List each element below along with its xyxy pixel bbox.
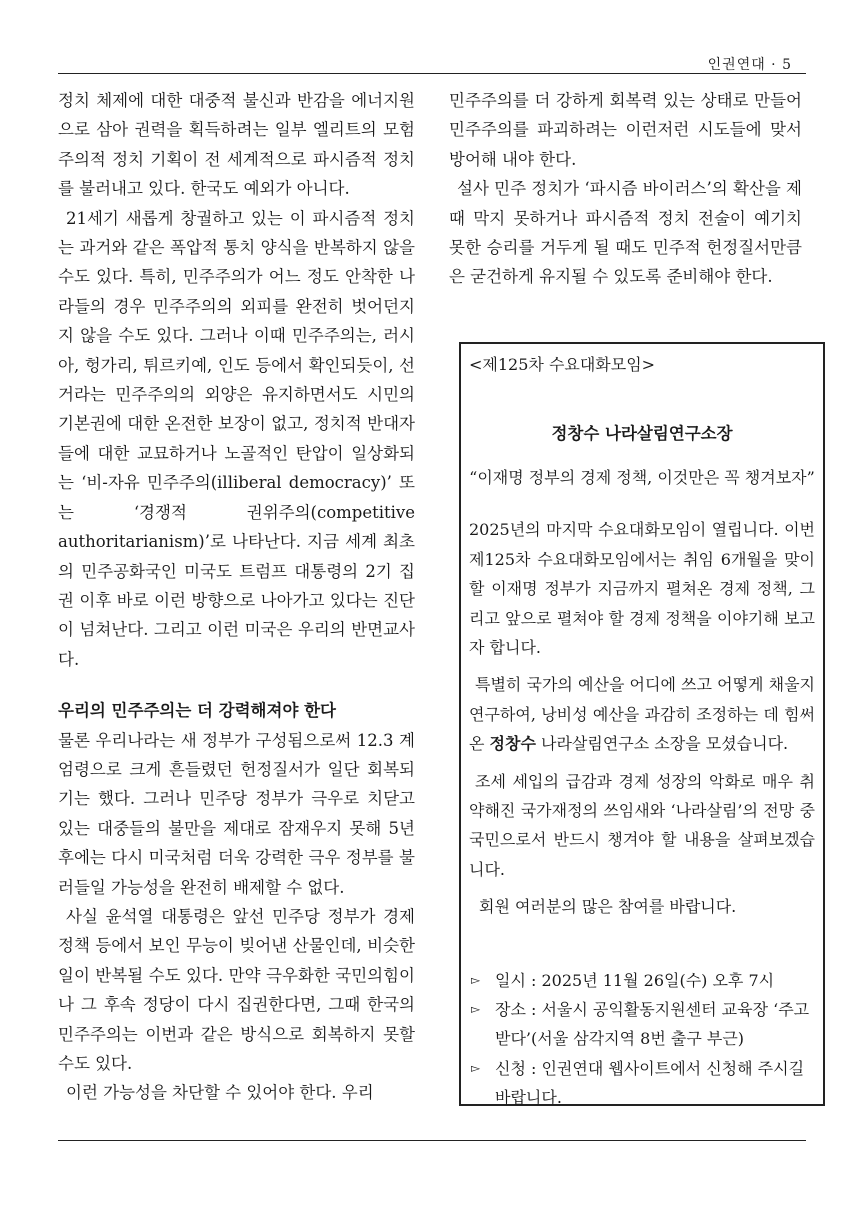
- speaker-highlight: 정창수: [489, 734, 536, 754]
- event-tag: <제125차 수요대화모임>: [469, 355, 656, 374]
- left-paragraph-2: 21세기 새롭게 창궐하고 있는 이 파시즘적 정치는 과거와 같은 폭압적 통치 양식을 반복하지 않을 수도 있다. 특히, 민주주의가 어느 정도 안착한 나라들의 경우 민주주의의 외피를 완전히 벗어던지지 않을 수도 있다. 그러나 이때 민주주의는, 러시아, 헝가리, 튀르키예, 인도 등에서 확인되듯이, 선거라는 민주주의의 외양은 유지하면서도 시민의 기본권에 대한 온전한 보장이 없고, 정치적 반대자들에 대한 교묘하거나 노골적인 탄압이 일상화되는 ‘비-자유 민주주의(illiberal democracy)’ 또는 ‘경쟁적 권위주의(competitive authoritarianism)’로 나타난다. 지금 세계 최초의 민주공화국인 미국도 트럼프 대통령의 2기 집권 이후 바로 이런 방향으로 나아가고 있다는 진단이 넘쳐난다. 그리고 이런 미국은 우리의 반면교사다.: [58, 208, 415, 669]
- bullet-arrow-icon: ▻: [471, 972, 481, 987]
- section-title: 우리의 민주주의는 더 강력해져야 한다: [58, 701, 337, 721]
- right-paragraph-1: 민주주의를 더 강하게 회복력 있는 상태로 만들어 민주주의를 파괴하려는 이런저런 시도들에 맞서 방어해 내야 한다.: [449, 91, 802, 169]
- bottom-rule: [58, 1140, 806, 1141]
- right-column: [449, 86, 802, 292]
- speaker-name: 정창수 나라살림연구소장: [551, 424, 733, 444]
- notice-paragraph-4: 회원 여러분의 많은 참여를 바랍니다.: [479, 897, 737, 917]
- left-paragraph-3: 물론 우리나라는 새 정부가 구성됨으로써 12.3 계엄령으로 크게 흔들렸던 헌정질서가 일단 회복되기는 했다. 그러나 민주당 정부가 극우로 치닫고 있는 대중들의 불만을 제대로 잠재우지 못해 5년 후에는 다시 미국처럼 더욱 강력한 극우 정부를 불러들일 가능성을 완전히 배제할 수 없다.: [58, 730, 415, 897]
- event-date-text: 일시 : 2025년 11월 26일(수) 오후 7시: [495, 970, 775, 990]
- left-paragraph-5: 이런 가능성을 차단할 수 있어야 한다. 우리: [66, 1083, 374, 1103]
- top-rule: [58, 73, 806, 74]
- notice-paragraph-1: 2025년의 마지막 수요대화모임이 열립니다. 이번 제125차 수요대화모임에서는 취임 6개월을 맞이할 이재명 정부가 지금까지 펼쳐온 경제 정책, 그리고 앞으로 펼쳐야 할 경제 정책을 이야기해 보고자 합니다.: [469, 520, 815, 657]
- right-paragraph-2: 설사 민주 정치가 ‘파시즘 바이러스’의 확산을 제때 막지 못하거나 파시즘적 정치 전술이 예기치 못한 승리를 거두게 될 때도 민주적 헌정질서만큼은 굳건하게 유지될 수 있도록 준비해야 한다.: [449, 179, 802, 287]
- notice-paragraph-3: 조세 세입의 급감과 경제 성장의 악화로 매우 취약해진 국가재정의 쓰임새와 ‘나라살림’의 전망 중 국민으로서 반드시 챙겨야 할 내용을 살펴보겠습니다.: [469, 771, 815, 879]
- bullet-arrow-icon: ▻: [471, 1002, 481, 1016]
- event-apply: [469, 1054, 815, 1113]
- running-head: 인권연대 · 5: [707, 57, 792, 73]
- event-place-text: 장소 : 서울시 공익활동지원센터 교육장 ‘주고받다’(서울 삼각지역 8번 출구 부근): [495, 1000, 810, 1049]
- notice-paragraph-2-after: 나라살림연구소 소장을 모셨습니다.: [535, 734, 789, 754]
- event-notice-box: [459, 342, 825, 1106]
- notice-paragraph-2: [469, 670, 815, 758]
- left-paragraph-1: 정치 체제에 대한 대중적 불신과 반감을 에너지원으로 삼아 권력을 획득하려는 일부 엘리트의 모험주의적 정치 기획이 전 세계적으로 파시즘적 정치를 불러내고 있다. 한국도 예외가 아니다.: [58, 91, 415, 199]
- event-apply-text: 신청 : 인권연대 웹사이트에서 신청해 주시길 바랍니다.: [495, 1058, 805, 1108]
- talk-topic: “이재명 정부의 경제 정책, 이것만은 꼭 챙겨보자”: [469, 468, 815, 488]
- event-date: [469, 966, 815, 995]
- event-details-list: [469, 966, 815, 1113]
- notice-paragraph-2-before: 특별히 국가의 예산을 어디에 쓰고 어떻게 채울지 연구하여, 낭비성 예산을 과감히 조정하는 데 힘써온: [469, 675, 815, 754]
- left-column: [58, 86, 415, 1108]
- bullet-arrow-icon: ▻: [471, 1060, 481, 1075]
- event-place: [469, 995, 815, 1054]
- left-paragraph-4: 사실 윤석열 대통령은 앞선 민주당 정부가 경제 정책 등에서 보인 무능이 빚어낸 산물인데, 비슷한 일이 반복될 수도 있다. 만약 극우화한 국민의힘이나 그 후속 정당이 다시 집권한다면, 그때 한국의 민주주의는 이번과 같은 방식으로 회복하지 못할 수도 있다.: [58, 906, 415, 1073]
